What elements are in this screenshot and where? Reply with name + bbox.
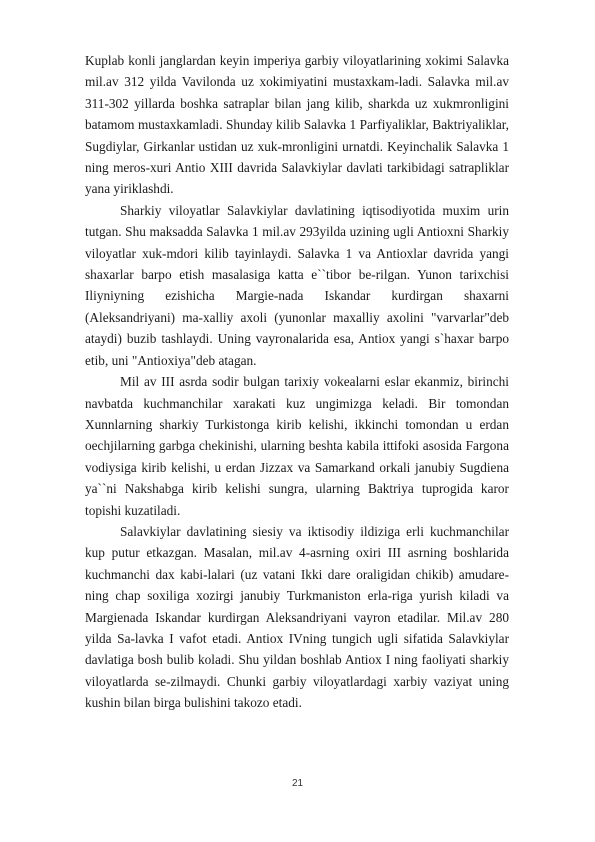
page-number: 21 bbox=[291, 778, 304, 789]
paragraph: Kuplab konli janglardan keyin imperiya garbiy viloyatlarining xokimi Salavka mil.av 312 yilda Vavilonda uz xokimiyatini mustaxkam-ladi. Salavka mil.av 311-302 yillarda boshka satraplar bilan jang kilib, sharkda uz xukmronligini batamom mustaxkamladi. Shunday kilib Salavka 1 Parfiyaliklar, Baktriyaliklar, Sugdiylar, Girkanlar ustidan uz xuk-mronligini urnatdi. Keyinchalik Salavka 1 ning meros-xuri Antio XIII davrida Salavkiylar davlati tarkibidagi satrapliklar yana yiriklashdi. bbox=[85, 53, 509, 197]
paragraph: Mil av III asrda sodir bulgan tarixiy vokealarni eslar ekanmiz, birinchi navbatda kuchmanchilar xarakati kuz ungimizga keladi. Bir tomondan Xunnlarning sharkiy Turkistonga kirib kelishi, ikkinchi tomondan u erdan oechjilarning garbga chekinishi, ularning beshta kabila ittifoki asosida Fargona vodiysiga kirib kelishi, u erdan Jizzax va Samarkand orkali janubiy Sugdiena ya``ni Nakshabga kirib kelishi sungra, ularning Baktriya tuprogida karor topishi kuzatiladi. bbox=[85, 374, 509, 518]
paragraph: Sharkiy viloyatlar Salavkiylar davlatining iqtisodiyotida muxim urin tutgan. Shu maksadda Salavka 1 mil.av 293yilda uzining ugli Antioxni Sharkiy viloyatlar xuk-mdori kilib tayinlaydi. Salavka 1 va Antioxlar davrida yangi shaxarlar barpo etish masalasiga katta e``tibor be-rilgan. Yunon tarixchisi Iliyniyning ezishicha Margie-nada Iskandar kurdirgan shaxarni (Aleksandriyani) ma-xalliy axoli (yunonlar maxalliy axolini "varvarlar"deb ataydi) buzib tashlaydi. Uning vayronalarida esa, Antiox yangi s`haxar barpo etib, uni "Antioxiya"deb atagan. bbox=[85, 202, 509, 368]
paragraph: Salavkiylar davlatining siesiy va iktisodiy ildiziga erli kuchmanchilar kup putur etkazgan. Masalan, mil.av 4-asrning oxiri III asrning boshlarida kuchmanchi dax kabi-lalari (uz vatani Ikki dare oraligidan chikib) amudare-ning chap soxiliga xozirgi janubiy Turkmaniston erla-riga yurish kiladi va Margienada Iskandar kurdirgan Aleksandriyani vayron etadilar. Mil.av 280 yilda Sa-lavka I vafot etadi. Antiox IVning tungich ugli sifatida Salavkiylar davlatiga bosh bulib koladi. Shu yildan boshlab Antiox I ning faoliyati sharkiy viloyatlarda se-zilmaydi. Chunki garbiy viloyatlardagi xarbiy vaziyat uning kushin bilan birga bulishini takozo etadi. bbox=[85, 523, 509, 711]
document-body bbox=[85, 50, 509, 714]
